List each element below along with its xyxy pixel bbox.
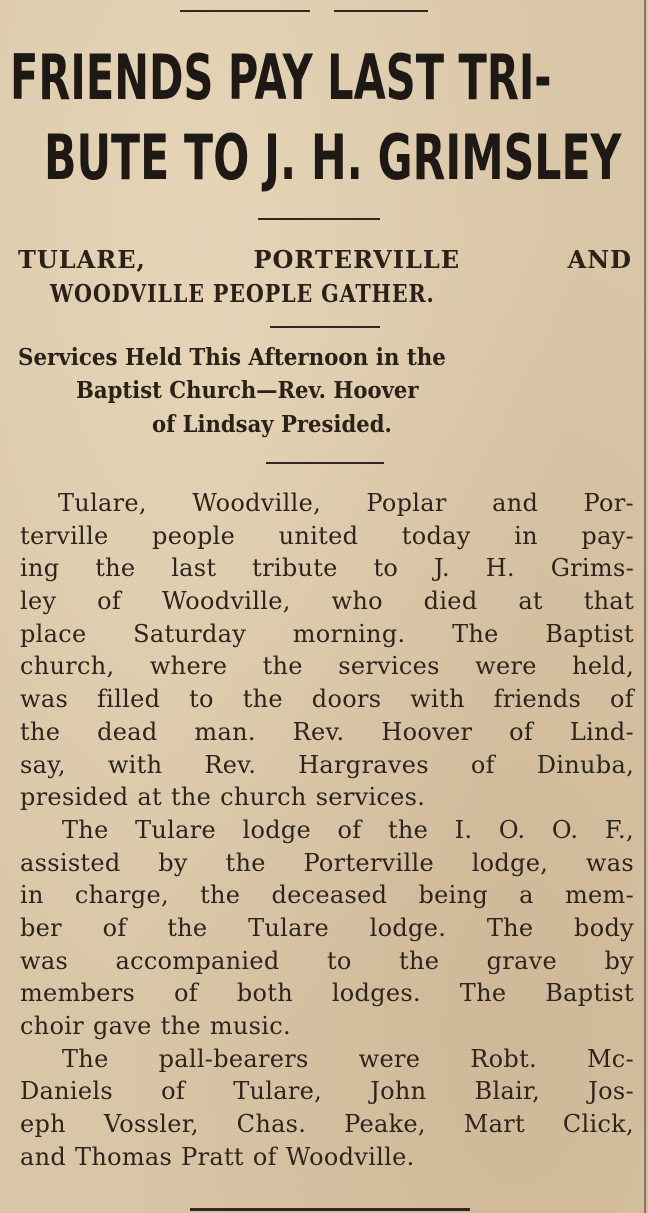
deck-word: TULARE, xyxy=(18,245,146,274)
deck-divider xyxy=(270,326,380,328)
deck-word: PORTERVILLE xyxy=(253,245,461,274)
body-line: eph Vossler, Chas. Peake, Mart Click, xyxy=(20,1110,634,1139)
headline-line-1: FRIENDS PAY LAST TRI- xyxy=(10,41,552,114)
body-line: place Saturday morning. The Baptist xyxy=(20,619,634,648)
headline-divider xyxy=(258,218,380,220)
deck-line-2: WOODVILLE PEOPLE GATHER. xyxy=(50,279,435,308)
top-rule-right xyxy=(334,10,428,12)
body-line: The Tulare lodge of the I. O. O. F., xyxy=(62,815,634,844)
body-line: and Thomas Pratt of Woodville. xyxy=(20,1142,415,1171)
body-line: was accompanied to the grave by xyxy=(20,946,634,975)
body-line: members of both lodges. The Baptist xyxy=(20,979,634,1008)
body-line: say, with Rev. Hargraves of Dinuba, xyxy=(20,750,634,779)
subdeck-line-2: Baptist Church—Rev. Hoover xyxy=(76,377,419,404)
body-line: church, where the services were held, xyxy=(20,652,634,681)
deck-word: AND xyxy=(567,245,632,274)
body-line: the dead man. Rev. Hoover of Lind- xyxy=(20,717,634,746)
body-line: was filled to the doors with friends of xyxy=(20,685,634,714)
article-body xyxy=(20,487,634,1173)
subdeck-divider xyxy=(266,462,384,464)
body-line: terville people united today in pay- xyxy=(20,521,634,550)
body-line: ley of Woodville, who died at that xyxy=(20,587,634,616)
subdeck-line-3: of Lindsay Presided. xyxy=(152,411,392,438)
body-line: ber of the Tulare lodge. The body xyxy=(20,913,634,942)
body-line: ing the last tribute to J. H. Grims- xyxy=(20,554,634,583)
headline-line-2: BUTE TO J. H. GRIMSLEY xyxy=(44,121,622,194)
clipping-edge xyxy=(644,0,646,1213)
bottom-rule xyxy=(190,1208,470,1211)
body-line: The pall-bearers were Robt. Mc- xyxy=(62,1044,634,1073)
body-line: presided at the church services. xyxy=(20,783,426,812)
body-line: in charge, the deceased being a mem- xyxy=(20,881,634,910)
top-rule-left xyxy=(180,10,310,12)
body-line: Daniels of Tulare, John Blair, Jos- xyxy=(20,1077,634,1106)
body-line: choir gave the music. xyxy=(20,1012,291,1040)
deck-line-1 xyxy=(18,242,632,278)
body-line: assisted by the Porterville lodge, was xyxy=(20,848,634,877)
body-line: Tulare, Woodville, Poplar and Por- xyxy=(58,489,634,517)
subdeck-line-1: Services Held This Afternoon in the xyxy=(18,344,446,371)
